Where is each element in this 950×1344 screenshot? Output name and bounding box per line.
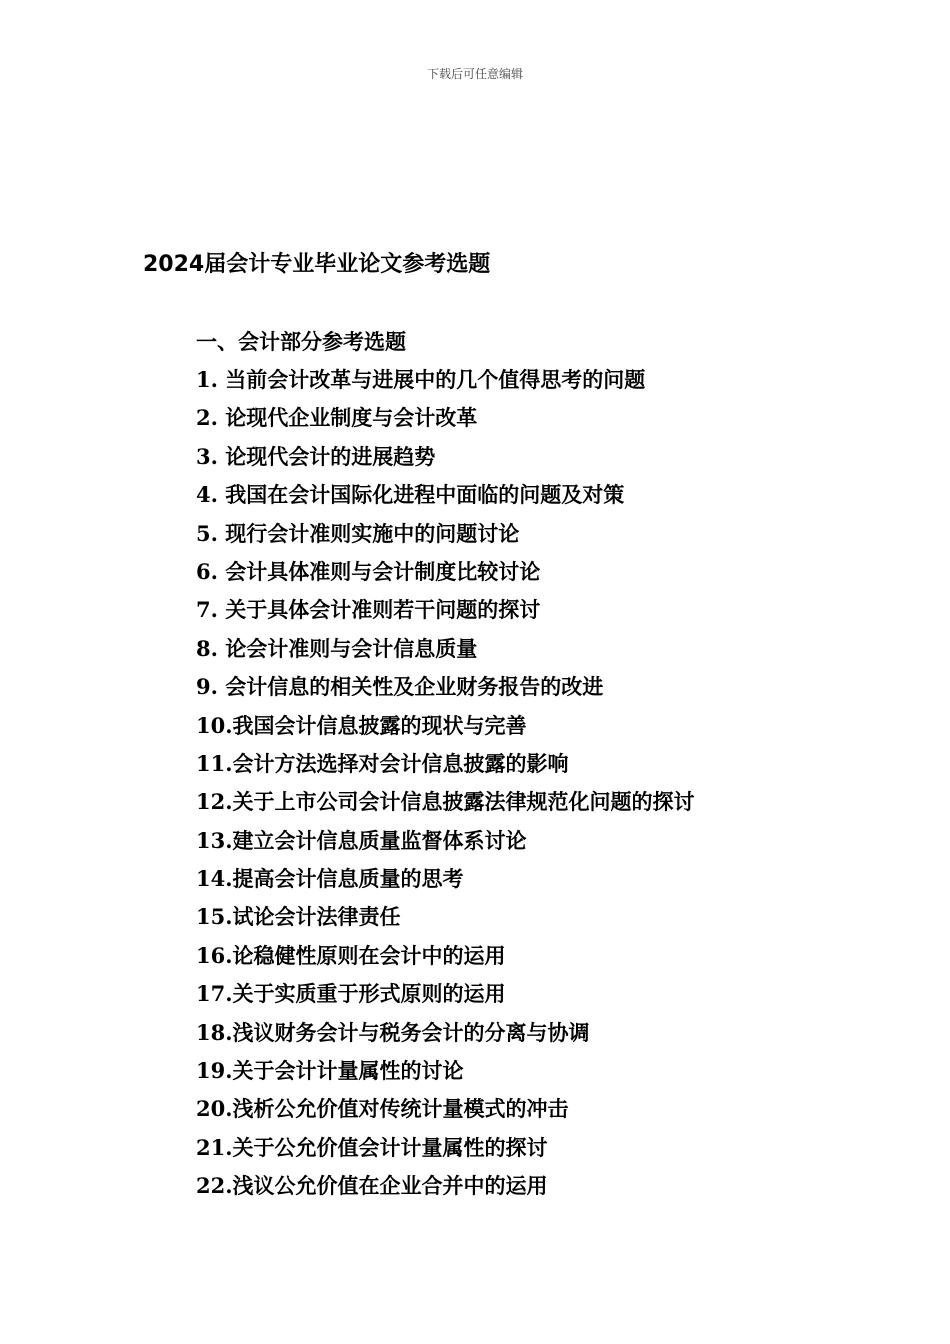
topic-item: 15.试论会计法律责任 bbox=[196, 904, 401, 930]
document-title: 2024届会计专业毕业论文参考选题 bbox=[143, 252, 491, 277]
topic-item: 12.关于上市公司会计信息披露法律规范化问题的探讨 bbox=[196, 789, 695, 815]
topic-item: 2. 论现代企业制度与会计改革 bbox=[196, 405, 478, 431]
topic-item: 18.浅议财务会计与税务会计的分离与协调 bbox=[196, 1019, 590, 1045]
topic-item: 4. 我国在会计国际化进程中面临的问题及对策 bbox=[196, 482, 625, 508]
topic-item: 13.建立会计信息质量监督体系讨论 bbox=[196, 827, 527, 853]
topic-item: 6. 会计具体准则与会计制度比较讨论 bbox=[196, 558, 541, 584]
topic-item: 10.我国会计信息披露的现状与完善 bbox=[196, 712, 527, 738]
topic-item: 20.浅析公允价值对传统计量模式的冲击 bbox=[196, 1096, 569, 1122]
topic-item: 16.论稳健性原则在会计中的运用 bbox=[196, 942, 506, 968]
topic-item: 8. 论会计准则与会计信息质量 bbox=[196, 635, 478, 661]
topic-item: 19.关于会计计量属性的讨论 bbox=[196, 1058, 464, 1084]
page-header-note: 下载后可任意编辑 bbox=[426, 67, 523, 81]
topic-item: 11.会计方法选择对会计信息披露的影响 bbox=[196, 750, 569, 776]
section-heading: 一、会计部分参考选题 bbox=[196, 329, 406, 354]
topic-item: 7. 关于具体会计准则若干问题的探讨 bbox=[196, 597, 541, 623]
topic-item: 14.提高会计信息质量的思考 bbox=[196, 866, 464, 892]
topics-section bbox=[196, 323, 856, 1206]
topic-item: 1. 当前会计改革与进展中的几个值得思考的问题 bbox=[196, 367, 646, 392]
topic-item: 9. 会计信息的相关性及企业财务报告的改进 bbox=[196, 674, 604, 700]
topic-item: 3. 论现代会计的进展趋势 bbox=[196, 443, 436, 469]
topic-item: 5. 现行会计准则实施中的问题讨论 bbox=[196, 520, 520, 546]
topic-list bbox=[196, 361, 856, 1206]
topic-item: 21.关于公允价值会计计量属性的探讨 bbox=[196, 1134, 548, 1160]
topic-item: 22.浅议公允价值在企业合并中的运用 bbox=[196, 1173, 548, 1199]
topic-item: 17.关于实质重于形式原则的运用 bbox=[196, 981, 506, 1007]
